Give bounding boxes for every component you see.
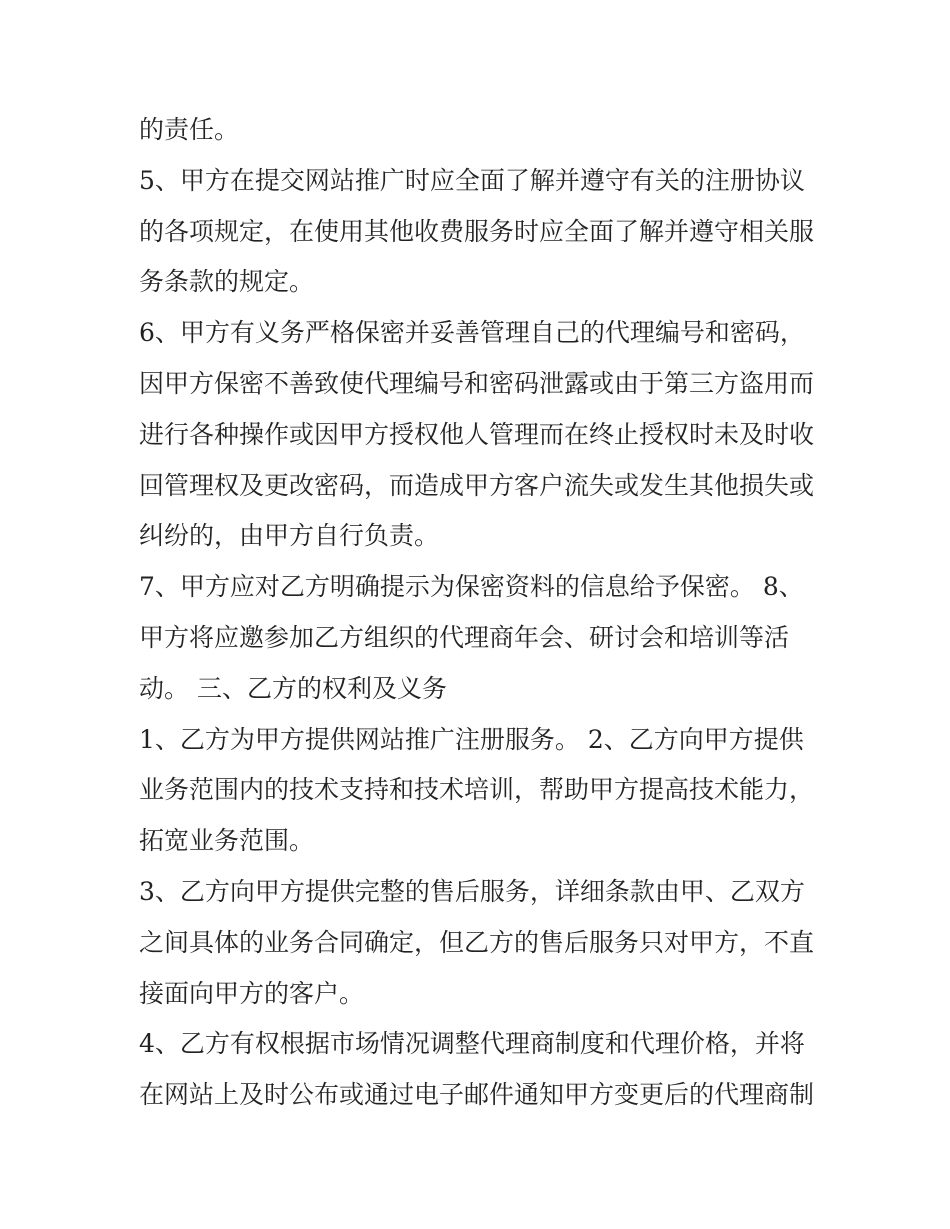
text-line: 务条款的规定。 (139, 267, 315, 297)
text-line: 6、甲方有义务严格保密并妥善管理自己的代理编号和密码， (139, 318, 805, 348)
text-line: 的各项规定，在使用其他收费服务时应全面了解并遵守相关服 (139, 216, 815, 246)
text-line: 回管理权及更改密码，而造成甲方客户流失或发生其他损失或 (139, 470, 815, 500)
text-line: 之间具体的业务合同确定，但乙方的售后服务只对甲方，不直 (139, 927, 815, 957)
text-line: 3、乙方向甲方提供完整的售后服务，详细条款由甲、乙双方 (139, 876, 805, 906)
text-line: 4、乙方有权根据市场情况调整代理商制度和代理价格，并将 (139, 1029, 805, 1059)
text-line: 甲方将应邀参加乙方组织的代理商年会、研讨会和培训等活 (139, 622, 790, 652)
text-line: 接面向甲方的客户。 (139, 978, 365, 1008)
text-line: 因甲方保密不善致使代理编号和密码泄露或由于第三方盗用而 (139, 368, 815, 398)
text-line: 的责任。 (139, 115, 240, 144)
text-line: 动。 三、乙方的权利及义务 (139, 673, 447, 703)
text-line: 进行各种操作或因甲方授权他人管理而在终止授权时未及时收 (139, 419, 815, 449)
text-line: 在网站上及时公布或通过电子邮件通知甲方变更后的代理商制 (139, 1080, 815, 1110)
text-line: 5、甲方在提交网站推广时应全面了解并遵守有关的注册协议 (139, 165, 805, 195)
text-line: 业务范围内的技术支持和技术培训，帮助甲方提高技术能力， (139, 775, 815, 805)
text-line: 拓宽业务范围。 (139, 826, 315, 856)
text-line: 7、甲方应对乙方明确提示为保密资料的信息给予保密。 8、 (139, 572, 804, 602)
text-line: 1、乙方为甲方提供网站推广注册服务。 2、乙方向甲方提供 (139, 724, 804, 754)
text-line: 纠纷的，由甲方自行负责。 (139, 521, 440, 551)
document-body (139, 105, 829, 1121)
